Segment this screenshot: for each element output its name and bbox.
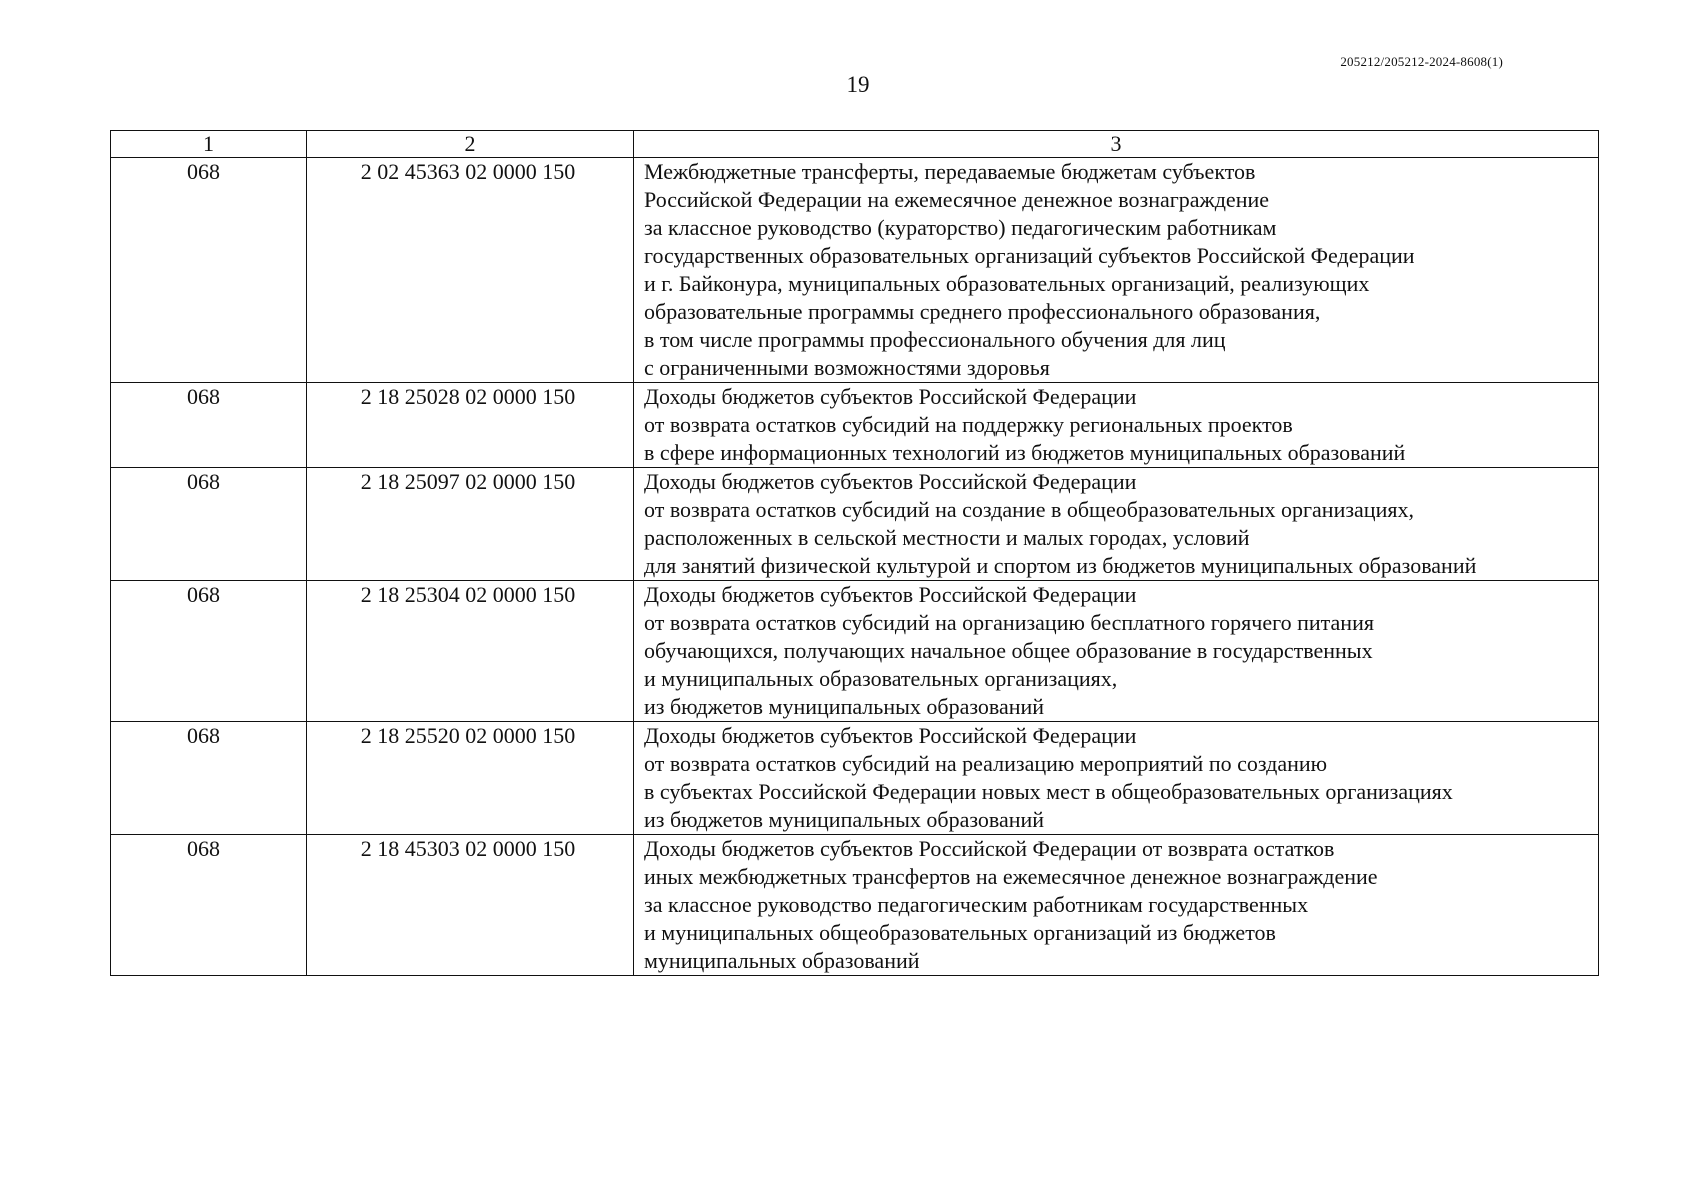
description-line: иных межбюджетных трансфертов на ежемесячное денежное вознаграждение bbox=[644, 864, 1378, 889]
admin-code-cell: 068 bbox=[111, 835, 307, 976]
description-line: из бюджетов муниципальных образований bbox=[644, 694, 1045, 719]
column-header-3: 3 bbox=[634, 131, 1599, 158]
table-row bbox=[111, 581, 1599, 722]
page-number: 19 bbox=[846, 72, 870, 97]
column-header-2: 2 bbox=[307, 131, 634, 158]
description-line: Доходы бюджетов субъектов Российской Федерации от возврата остатков bbox=[644, 836, 1335, 861]
description-line: Доходы бюджетов субъектов Российской Федерации bbox=[644, 469, 1137, 494]
admin-code-cell: 068 bbox=[111, 722, 307, 835]
budget-classification-code-cell: 2 02 45363 02 0000 150 bbox=[307, 158, 634, 383]
admin-code-cell: 068 bbox=[111, 468, 307, 581]
description-line: от возврата остатков субсидий на реализацию мероприятий по созданию bbox=[644, 751, 1328, 776]
description-line: за классное руководство (кураторство) педагогическим работникам bbox=[644, 215, 1277, 240]
budget-classification-code-cell: 2 18 25304 02 0000 150 bbox=[307, 581, 634, 722]
description-line: для занятий физической культурой и спортом из бюджетов муниципальных образований bbox=[644, 553, 1477, 578]
description-line: в том числе программы профессионального обучения для лиц bbox=[644, 327, 1226, 352]
description-line: обучающихся, получающих начальное общее образование в государственных bbox=[644, 638, 1373, 663]
description-cell bbox=[634, 468, 1599, 581]
description-line: Российской Федерации на ежемесячное денежное вознаграждение bbox=[644, 187, 1270, 212]
table-row bbox=[111, 835, 1599, 976]
budget-codes-table bbox=[110, 130, 1599, 976]
budget-classification-code-cell: 2 18 25028 02 0000 150 bbox=[307, 383, 634, 468]
description-cell bbox=[634, 722, 1599, 835]
description-line: в сфере информационных технологий из бюджетов муниципальных образований bbox=[644, 440, 1406, 465]
description-line: от возврата остатков субсидий на поддержку региональных проектов bbox=[644, 412, 1293, 437]
budget-classification-code-cell: 2 18 25097 02 0000 150 bbox=[307, 468, 634, 581]
description-line: расположенных в сельской местности и малых городах, условий bbox=[644, 525, 1250, 550]
admin-code-cell: 068 bbox=[111, 581, 307, 722]
budget-classification-code-cell: 2 18 25520 02 0000 150 bbox=[307, 722, 634, 835]
header-row bbox=[111, 131, 1599, 158]
description-line: и г. Байконура, муниципальных образовательных организаций, реализующих bbox=[644, 271, 1370, 296]
admin-code-cell: 068 bbox=[111, 383, 307, 468]
description-line: и муниципальных общеобразовательных организаций из бюджетов bbox=[644, 920, 1276, 945]
table-row bbox=[111, 468, 1599, 581]
document-id: 205212/205212-2024-8608(1) bbox=[1340, 54, 1503, 69]
description-line: от возврата остатков субсидий на создание в общеобразовательных организациях, bbox=[644, 497, 1414, 522]
description-cell bbox=[634, 835, 1599, 976]
description-cell bbox=[634, 581, 1599, 722]
description-line: Доходы бюджетов субъектов Российской Федерации bbox=[644, 582, 1137, 607]
description-line: образовательные программы среднего профессионального образования, bbox=[644, 299, 1321, 324]
description-line: Межбюджетные трансферты, передаваемые бюджетам субъектов bbox=[644, 159, 1256, 184]
description-line: от возврата остатков субсидий на организацию бесплатного горячего питания bbox=[644, 610, 1374, 635]
table-row bbox=[111, 383, 1599, 468]
description-line: и муниципальных образовательных организациях, bbox=[644, 666, 1118, 691]
table-row bbox=[111, 158, 1599, 383]
description-line: в субъектах Российской Федерации новых мест в общеобразовательных организациях bbox=[644, 779, 1453, 804]
description-cell bbox=[634, 383, 1599, 468]
table-body bbox=[111, 158, 1599, 976]
budget-classification-code-cell: 2 18 45303 02 0000 150 bbox=[307, 835, 634, 976]
description-line: муниципальных образований bbox=[644, 948, 920, 973]
table-header bbox=[111, 131, 1599, 158]
description-line: из бюджетов муниципальных образований bbox=[644, 807, 1045, 832]
description-cell bbox=[634, 158, 1599, 383]
description-line: Доходы бюджетов субъектов Российской Федерации bbox=[644, 723, 1137, 748]
description-line: за классное руководство педагогическим работникам государственных bbox=[644, 892, 1309, 917]
description-line: государственных образовательных организаций субъектов Российской Федерации bbox=[644, 243, 1415, 268]
description-line: Доходы бюджетов субъектов Российской Федерации bbox=[644, 384, 1137, 409]
table-row bbox=[111, 722, 1599, 835]
admin-code-cell: 068 bbox=[111, 158, 307, 383]
description-line: с ограниченными возможностями здоровья bbox=[644, 355, 1050, 380]
column-header-1: 1 bbox=[111, 131, 307, 158]
